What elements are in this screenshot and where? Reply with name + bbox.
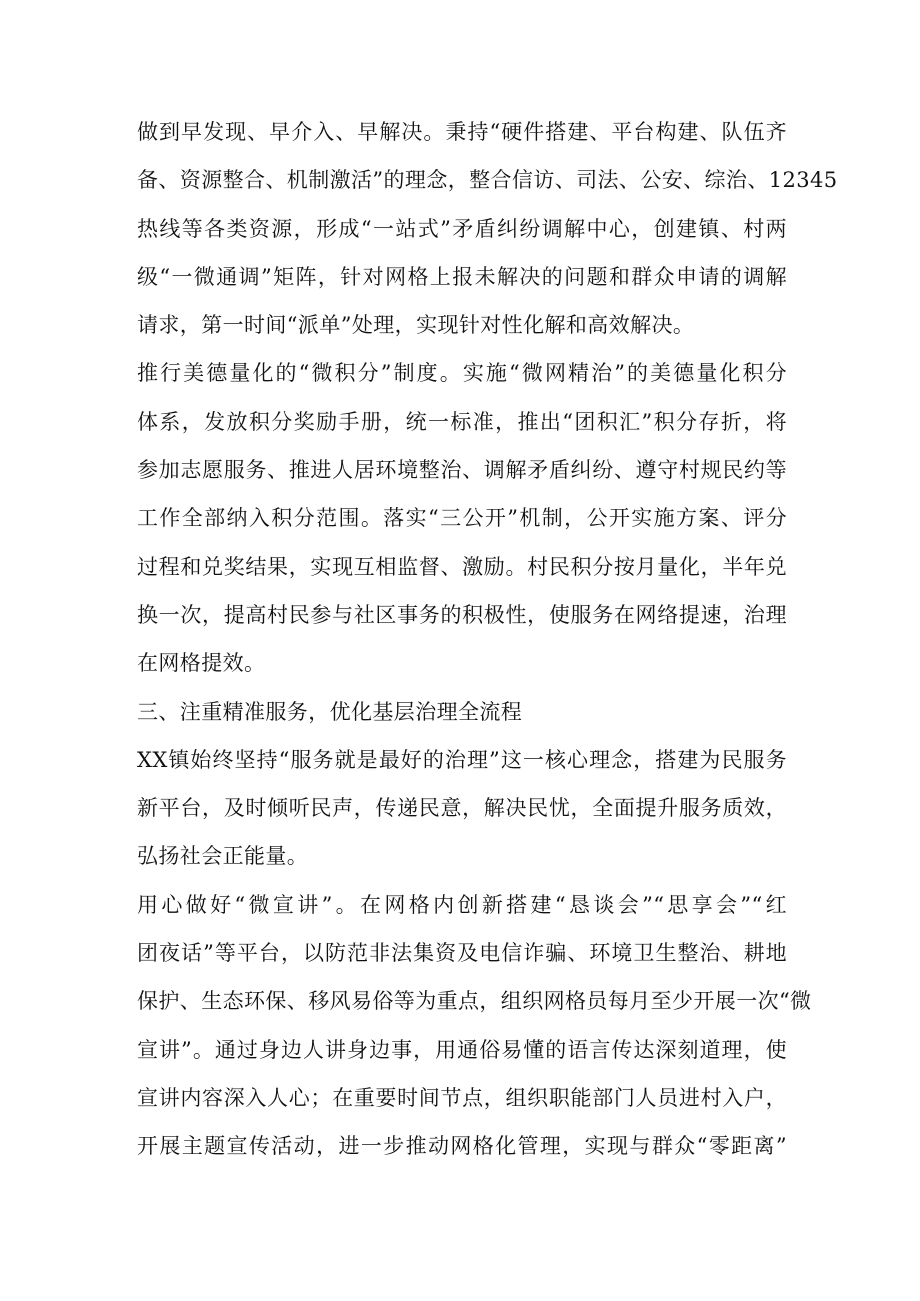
text-line: 用心做好“微宣讲”。在网格内创新搭建“恳谈会”“思享会”“红: [137, 892, 787, 917]
text-line: 开展主题宣传活动，进一步推动网格化管理，实现与群众“零距离”: [137, 1134, 787, 1159]
text-line: 备、资源整合、机制激活”的理念，整合信访、司法、公安、综治、12345: [137, 168, 838, 193]
text-line: 三、注重精准服务，优化基层治理全流程: [137, 699, 523, 724]
text-line: 级“一微通调”矩阵，针对网格上报未解决的问题和群众申请的调解: [137, 264, 787, 289]
text-line: 保护、生态环保、移风易俗等为重点，组织网格员每月至少开展一次“微: [137, 989, 812, 1014]
text-line: XX镇始终坚持“服务就是最好的治理”这一核心理念，搭建为民服务: [137, 747, 787, 772]
text-line: 团夜话”等平台，以防范非法集资及电信诈骗、环境卫生整治、耕地: [137, 941, 787, 966]
text-line: 参加志愿服务、推进人居环境整治、调解矛盾纠纷、遵守村规民约等: [137, 458, 787, 483]
text-line: 换一次，提高村民参与社区事务的积极性，使服务在网络提速，治理: [137, 602, 787, 627]
text-line: 宣讲内容深入人心；在重要时间节点，组织职能部门人员进村入户，: [137, 1085, 787, 1110]
text-line: 做到早发现、早介入、早解决。秉持“硬件搭建、平台构建、队伍齐: [137, 120, 787, 144]
text-line: 工作全部纳入积分范围。落实“三公开”机制，公开实施方案、评分: [137, 506, 787, 531]
text-line: 新平台，及时倾听民声，传递民意，解决民忧，全面提升服务质效，: [137, 796, 787, 821]
text-line: 过程和兑奖结果，实现互相监督、激励。村民积分按月量化，半年兑: [137, 554, 787, 579]
text-line: 请求，第一时间“派单”处理，实现针对性化解和高效解决。: [137, 313, 695, 338]
text-line: 在网格提效。: [137, 651, 266, 676]
document-body: [137, 108, 838, 1171]
text-line: 弘扬社会正能量。: [137, 844, 309, 869]
text-line: 推行美德量化的“微积分”制度。实施“微网精治”的美德量化积分: [137, 361, 787, 386]
text-line: 体系，发放积分奖励手册，统一标准，推出“团积汇”积分存折，将: [137, 409, 787, 434]
text-line: 热线等各类资源，形成“一站式”矛盾纠纷调解中心，创建镇、村两: [137, 216, 787, 241]
text-line: 宣讲”。通过身边人讲身边事，用通俗易懂的语言传达深刻道理，使: [137, 1037, 787, 1062]
